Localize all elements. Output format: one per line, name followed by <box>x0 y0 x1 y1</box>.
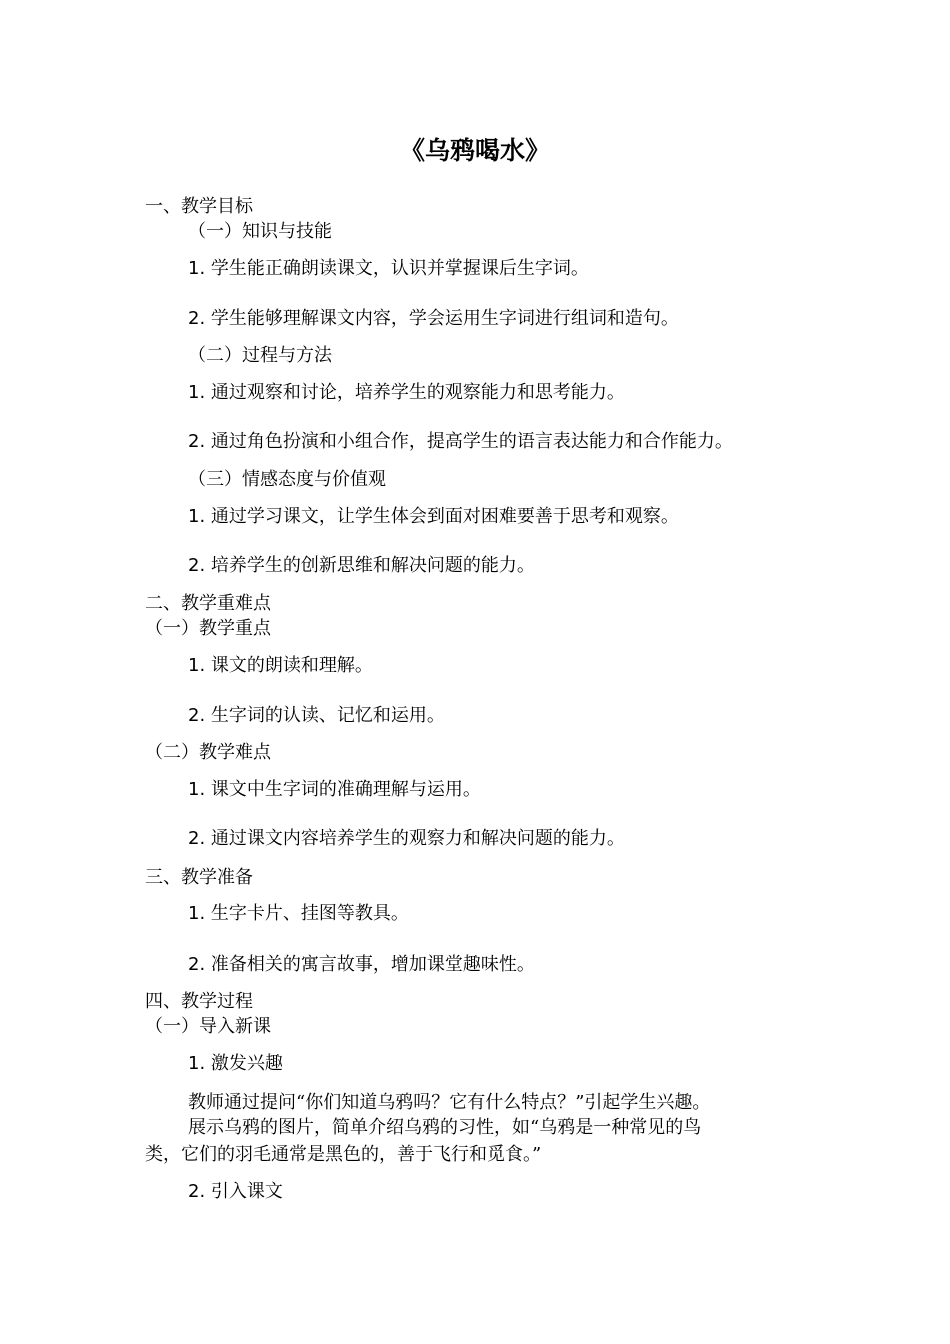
item-text: 培养学生的创新思维和解决问题的能力。 <box>210 555 535 576</box>
section-heading-3: 三、教学准备 <box>145 867 253 888</box>
item-number: 2. <box>188 555 206 576</box>
subsection-heading: （二）教学难点 <box>145 742 271 763</box>
subsection-heading: （二）过程与方法 <box>188 345 332 366</box>
document-title: 《乌鸦喝水》 <box>399 136 550 165</box>
item-text: 学生能正确朗读课文，认识并掌握课后生字词。 <box>210 258 589 279</box>
list-item <box>188 704 445 728</box>
item-number: 1. <box>188 779 206 800</box>
item-text: 通过学习课文，让学生体会到面对困难要善于思考和观察。 <box>210 506 679 527</box>
item-number: 2. <box>188 954 206 975</box>
item-number: 2. <box>188 1181 206 1202</box>
step-item <box>188 1052 283 1076</box>
list-item <box>188 953 535 977</box>
item-text: 通过课文内容培养学生的观察力和解决问题的能力。 <box>210 828 625 849</box>
section-heading-4: 四、教学过程 <box>145 991 253 1012</box>
item-text: 生字词的认读、记忆和运用。 <box>210 705 445 726</box>
body-paragraph: 教师通过提问“你们知道乌鸦吗？它有什么特点？”引起学生兴趣。 <box>188 1092 711 1113</box>
item-text: 生字卡片、挂图等教具。 <box>210 903 409 924</box>
step-item <box>188 1180 283 1204</box>
item-number: 1. <box>188 655 206 676</box>
subsection-heading: （一）导入新课 <box>145 1016 271 1037</box>
subsection-heading: （三）情感态度与价值观 <box>188 469 386 490</box>
section-heading-2: 二、教学重难点 <box>145 593 271 614</box>
item-number: 1. <box>188 903 206 924</box>
item-number: 2. <box>188 828 206 849</box>
list-item <box>188 778 481 802</box>
body-paragraph-line: 展示乌鸦的图片，简单介绍乌鸦的习性，如“乌鸦是一种常见的鸟 <box>188 1117 702 1138</box>
section-heading-1: 一、教学目标 <box>145 196 253 217</box>
item-number: 1. <box>188 506 206 527</box>
item-text: 课文中生字词的准确理解与运用。 <box>210 779 481 800</box>
item-text: 激发兴趣 <box>210 1053 283 1074</box>
list-item <box>188 554 535 578</box>
item-text: 学生能够理解课文内容，学会运用生字词进行组词和造句。 <box>210 308 679 329</box>
list-item <box>188 430 733 454</box>
list-item <box>188 505 679 529</box>
item-number: 2. <box>188 308 206 329</box>
item-text: 通过观察和讨论，培养学生的观察能力和思考能力。 <box>210 382 625 403</box>
item-text: 通过角色扮演和小组合作，提高学生的语言表达能力和合作能力。 <box>210 431 733 452</box>
item-number: 1. <box>188 258 206 279</box>
list-item <box>188 654 373 678</box>
item-text: 引入课文 <box>210 1181 283 1202</box>
item-number: 2. <box>188 705 206 726</box>
list-item <box>188 827 625 851</box>
list-item <box>188 381 625 405</box>
list-item <box>188 257 589 281</box>
item-text: 课文的朗读和理解。 <box>210 655 373 676</box>
list-item <box>188 902 409 926</box>
subsection-heading: （一）教学重点 <box>145 618 271 639</box>
list-item <box>188 307 679 331</box>
item-text: 准备相关的寓言故事，增加课堂趣味性。 <box>210 954 535 975</box>
item-number: 1. <box>188 1053 206 1074</box>
item-number: 1. <box>188 382 206 403</box>
body-paragraph-line: 类，它们的羽毛通常是黑色的，善于飞行和觅食。” <box>145 1144 542 1165</box>
subsection-heading: （一）知识与技能 <box>188 221 332 242</box>
item-number: 2. <box>188 431 206 452</box>
